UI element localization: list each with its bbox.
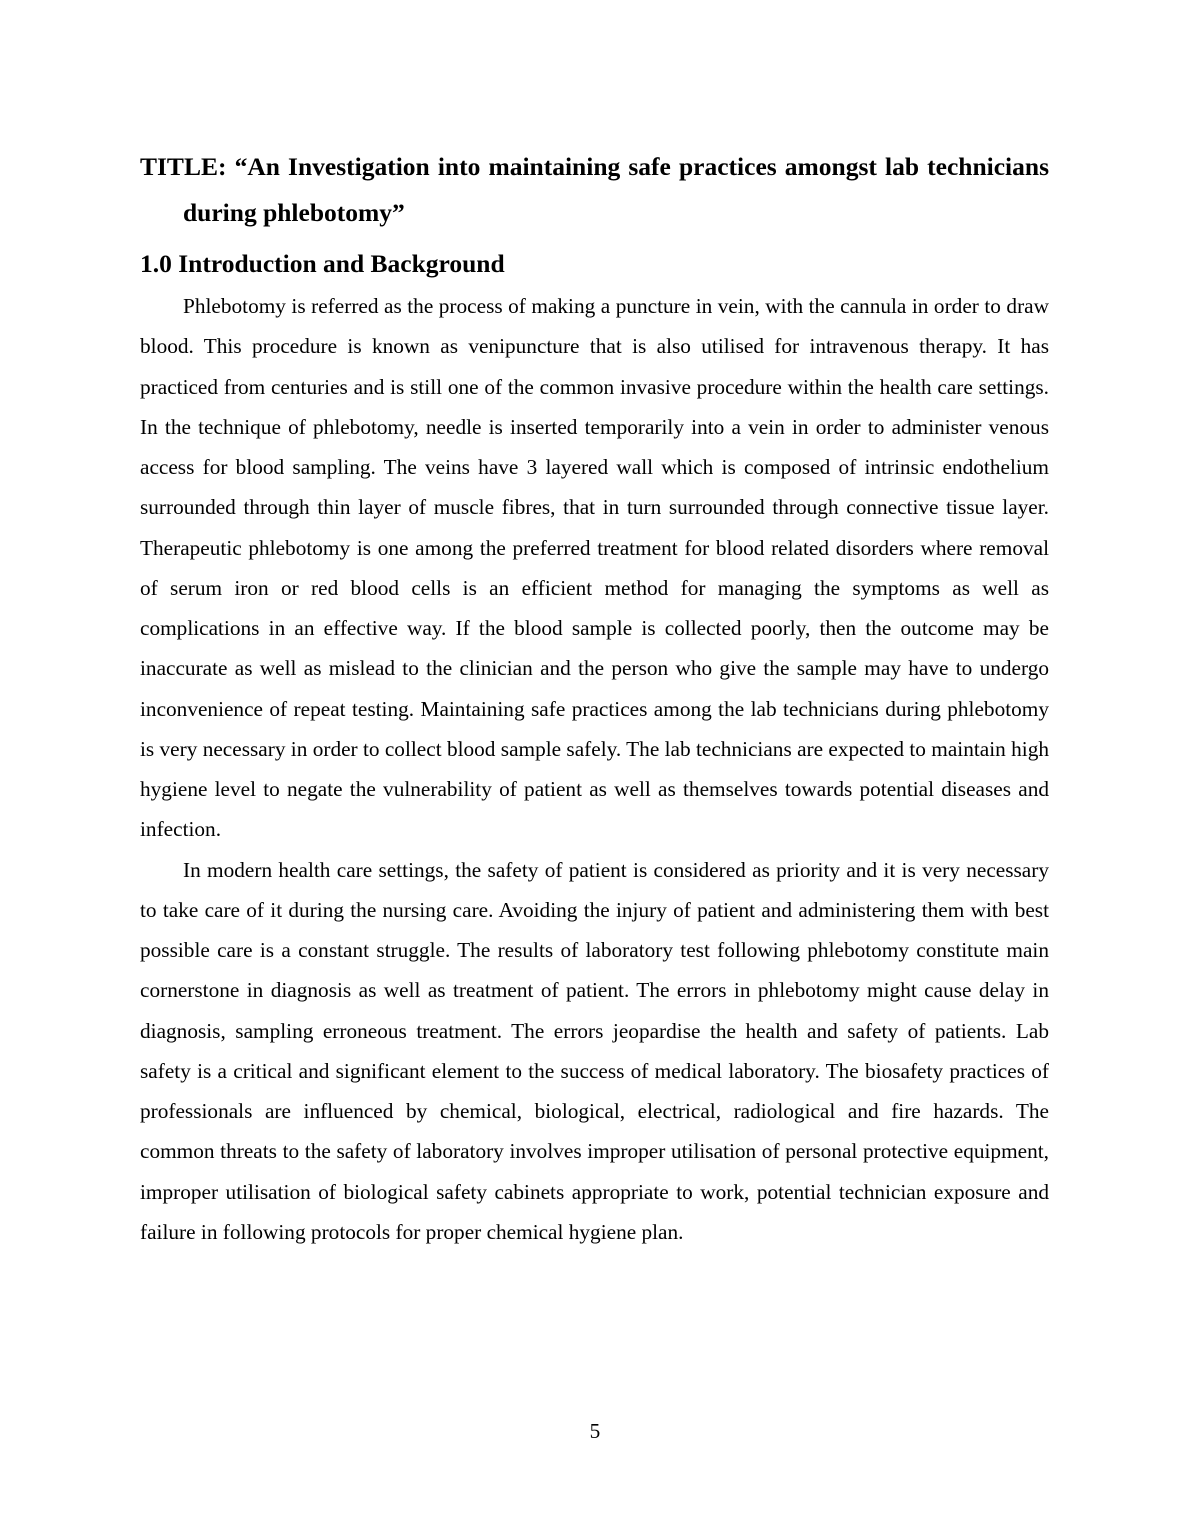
page-number: 5 bbox=[589, 1419, 601, 1443]
document-title: TITLE: “An Investigation into maintaining safe practices amongst lab technicians during phlebotomy” bbox=[140, 152, 1049, 227]
section-heading: 1.0 Introduction and Background bbox=[140, 249, 505, 278]
document-page bbox=[140, 144, 1049, 1252]
body-paragraph: Phlebotomy is referred as the process of making a puncture in vein, with the cannula in order to draw blood. This procedure is known as venipuncture that is also utilised for intravenous therapy. It has practiced from centuries and is still one of the common invasive procedure within the health care settings. In the technique of phlebotomy, needle is inserted temporarily into a vein in order to administer venous access for blood sampling. The veins have 3 layered wall which is composed of intrinsic endothelium surrounded through thin layer of muscle fibres, that in turn surrounded through connective tissue layer. Therapeutic phlebotomy is one among the preferred treatment for blood related disorders where removal of serum iron or red blood cells is an efficient method for managing the symptoms as well as complications in an effective way. If the blood sample is collected poorly, then the outcome may be inaccurate as well as mislead to the clinician and the person who give the sample may have to undergo inconvenience of repeat testing. Maintaining safe practices among the lab technicians during phlebotomy is very necessary in order to collect blood sample safely. The lab technicians are expected to maintain high hygiene level to negate the vulnerability of patient as well as themselves towards potential diseases and infection. bbox=[140, 294, 1049, 842]
body-paragraph: In modern health care settings, the safety of patient is considered as priority and it is very necessary to take care of it during the nursing care. Avoiding the injury of patient and administering them with best possible care is a constant struggle. The results of laboratory test following phlebotomy constitute main cornerstone in diagnosis as well as treatment of patient. The errors in phlebotomy might cause delay in diagnosis, sampling erroneous treatment. The errors jeopardise the health and safety of patients. Lab safety is a critical and significant element to the success of medical laboratory. The biosafety practices of professionals are influenced by chemical, biological, electrical, radiological and fire hazards. The common threats to the safety of laboratory involves improper utilisation of personal protective equipment, improper utilisation of biological safety cabinets appropriate to work, potential technician exposure and failure in following protocols for proper chemical hygiene plan. bbox=[140, 857, 1049, 1244]
